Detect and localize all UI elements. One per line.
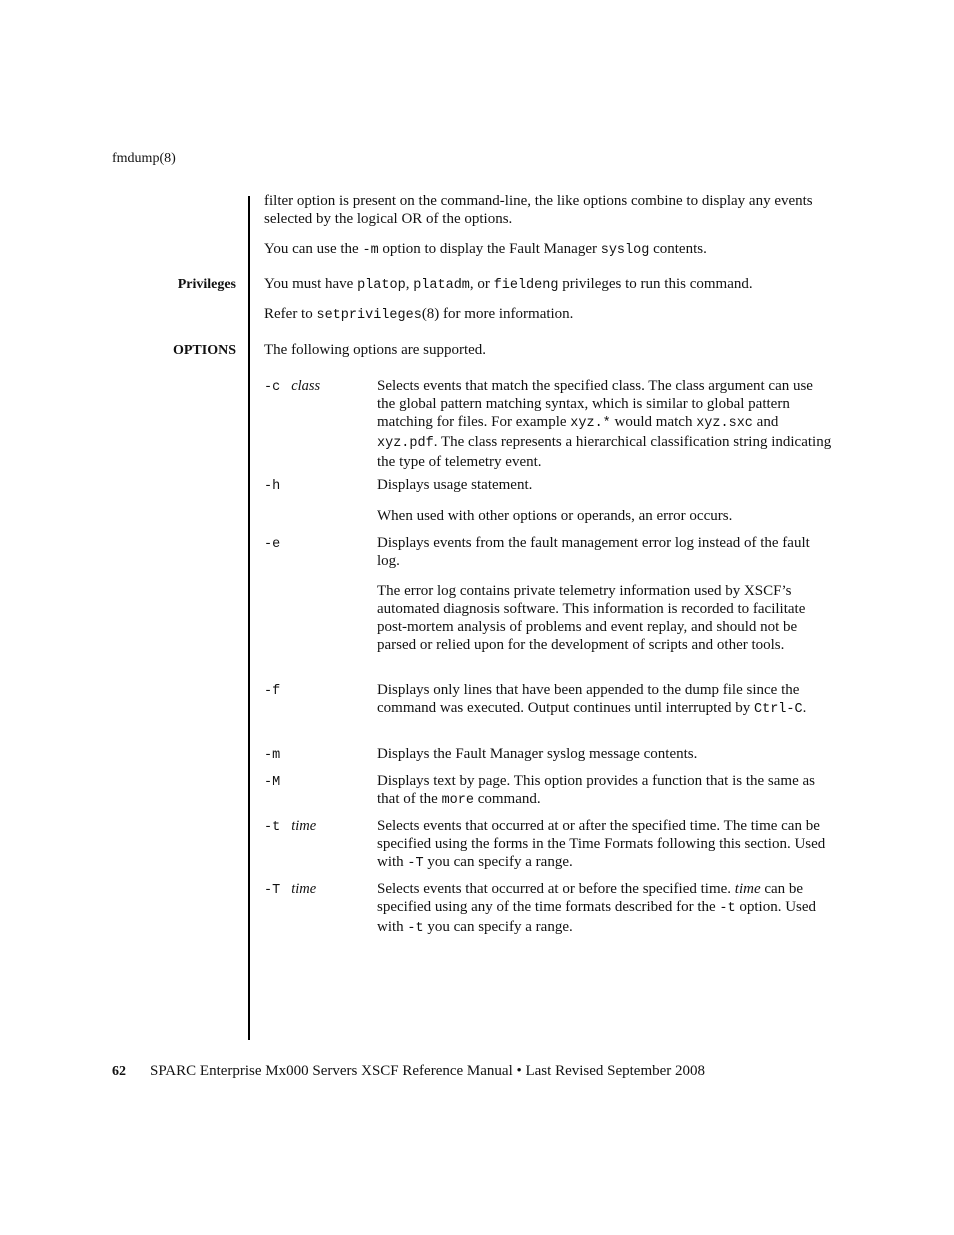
option-description (377, 681, 835, 719)
option-flag (264, 534, 280, 554)
option-flag (264, 880, 316, 900)
code-run: xyz.sxc (696, 416, 753, 431)
flag-text: -f (264, 684, 281, 699)
option-flag (264, 817, 316, 837)
text-run: . (802, 700, 807, 716)
option-description-extra: The error log contains private telemetry information used by XSCF’s automated diagnosis software. This information is recorded to facilitate post-mortem analysis of problems and event replay, and should not be parsed or relied upon for the development of scripts and other tools. (377, 583, 806, 653)
text-run: can be specified using any of the time formats described for the (377, 881, 804, 915)
footer-title: SPARC Enterprise Mx000 Servers XSCF Reference Manual • Last Revised September 2008 (150, 1063, 706, 1079)
flag-text: -h (264, 479, 281, 494)
option-description (377, 745, 835, 763)
code-run: more (441, 793, 474, 808)
code-run: platadm (413, 278, 470, 293)
text-run: Selects events that match the specified class. The class argument can use the global pattern matching syntax, which is similar to global pattern matching for files. For example (377, 378, 813, 430)
option-flag (264, 745, 280, 765)
option-flag (264, 772, 280, 792)
text-run: Displays text by page. This option provides a function that is the same as that of the (377, 773, 815, 807)
text-run: You can use the (264, 241, 363, 257)
section-label-privileges: Privileges (177, 277, 236, 292)
flag-text: -M (264, 775, 281, 790)
flag-argument: time (291, 818, 317, 834)
italic-run: time (734, 881, 761, 897)
text-run: , or (469, 276, 494, 292)
text-run: Selects events that occurred at or before the specified time. (377, 881, 735, 897)
text-run: option to display the Fault Manager (378, 241, 601, 257)
option-description (377, 772, 835, 810)
privileges-paragraph (264, 275, 834, 295)
code-run: -m (362, 243, 379, 258)
flag-text: -T (264, 883, 281, 898)
flag-text: -m (264, 748, 281, 763)
intro-paragraph-2 (264, 240, 834, 260)
text-run: Displays usage statement. (377, 477, 533, 493)
text-run: Displays only lines that have been appended to the dump file since the command was executed. Output continues until interrupted by (377, 682, 800, 716)
option-description (377, 534, 835, 570)
text-run: Displays the Fault Manager syslog message contents. (377, 746, 698, 762)
flag-argument: class (291, 378, 321, 394)
code-run: Ctrl-C (754, 702, 803, 717)
text-run: and (752, 414, 779, 430)
margin-rule (248, 196, 250, 1040)
page-number: 62 (112, 1064, 126, 1079)
text-run: You must have (264, 276, 358, 292)
text-run: Displays events from the fault management error log instead of the fault log. (377, 535, 810, 569)
option-description (377, 817, 835, 873)
text-run: you can specify a range. (423, 854, 573, 870)
section-label-options: OPTIONS (172, 343, 236, 358)
flag-text: -c (264, 380, 281, 395)
option-flag (264, 377, 320, 397)
code-run: -t (719, 901, 736, 916)
text-run: command. (473, 791, 541, 807)
option-description (377, 476, 835, 494)
flag-text: -t (264, 820, 281, 835)
option-description-extra: When used with other options or operands, an error occurs. (377, 508, 733, 524)
text-run: you can specify a range. (423, 919, 573, 935)
option-description (377, 880, 835, 938)
text-run: Selects events that occurred at or after the specified time. The time can be specified using the forms in the Time Formats following this section. Used with (377, 818, 826, 870)
code-run: xyz.* (570, 416, 611, 431)
text-run: contents. (649, 241, 707, 257)
text-run: Refer to (264, 306, 317, 322)
flag-text: -e (264, 537, 281, 552)
privileges-paragraph-2 (264, 305, 834, 325)
intro-paragraph: filter option is present on the command-line, the like options combine to display any events selected by the logical OR of the options. (264, 193, 813, 227)
option-description (377, 377, 835, 471)
running-header: fmdump(8) (112, 151, 176, 166)
code-run: -T (407, 856, 424, 871)
text-run: would match (610, 414, 697, 430)
text-run: option. Used with (377, 899, 817, 935)
text-run: privileges to run this command. (558, 276, 753, 292)
options-intro: The following options are supported. (264, 342, 487, 358)
code-run: fieldeng (493, 278, 559, 293)
flag-argument: time (291, 881, 317, 897)
code-run: -t (407, 921, 424, 936)
option-flag (264, 681, 280, 701)
text-run: (8) for more information. (421, 306, 574, 322)
code-run: xyz.pdf (377, 436, 434, 451)
option-flag (264, 476, 280, 496)
code-run: syslog (600, 243, 650, 258)
code-run: setprivileges (316, 308, 422, 323)
page-footer (112, 1062, 705, 1081)
text-run: . The class represents a hierarchical classification string indicating the type of telemetry event. (377, 434, 832, 470)
text-run: , (405, 276, 414, 292)
code-run: platop (357, 278, 406, 293)
